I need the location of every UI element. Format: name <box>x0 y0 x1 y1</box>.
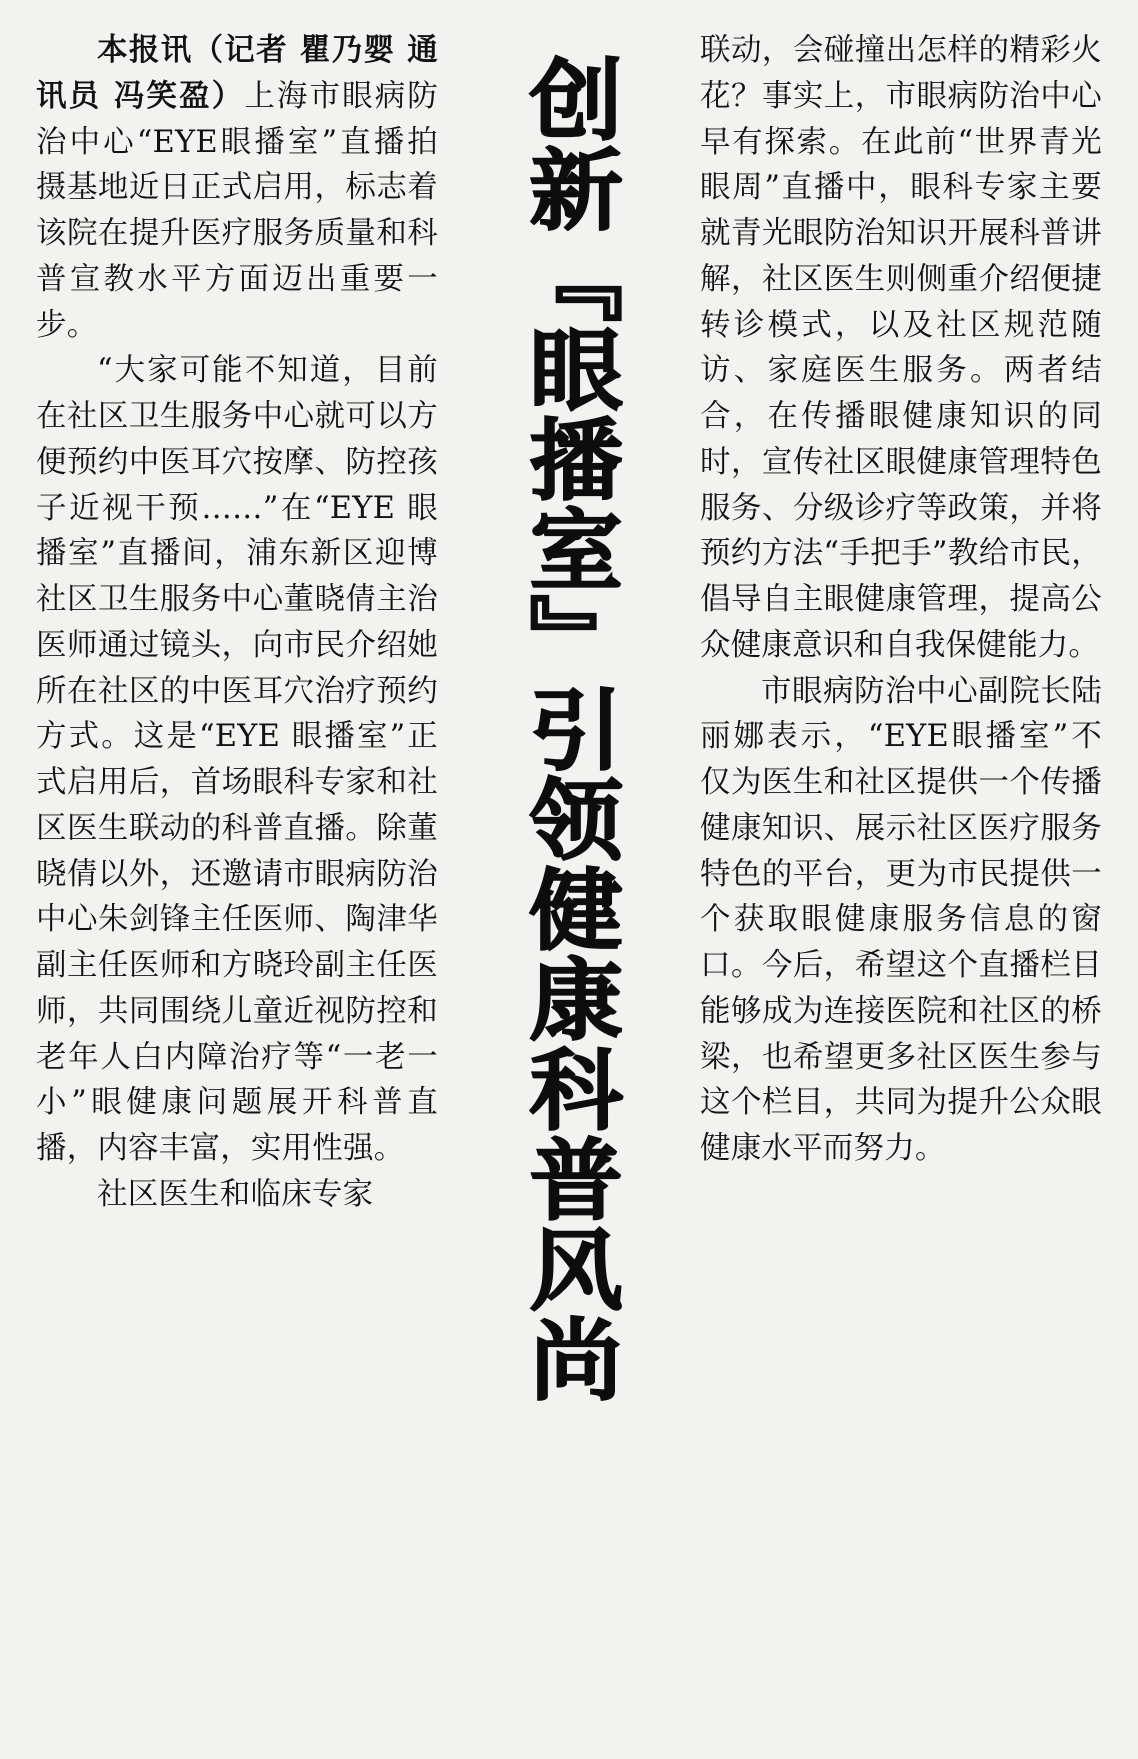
article <box>36 28 1102 1741</box>
paragraph <box>36 28 438 348</box>
headline-text: 创新『眼播室』引领健康科普风尚 <box>514 54 624 1404</box>
paragraph: “大家可能不知道，目前在社区卫生服务中心就可以方便预约中医耳穴按摩、防控孩子近视干预……”在“EYE 眼播室”直播间，浦东新区迎博社区卫生服务中心董晓倩主治医师通过镜头，向市民介绍她所在社区的中医耳穴治疗预约方式。这是“EYE 眼播室”正式启用后，首场眼科专家和社区医生联动的科普直播。除董晓倩以外，还邀请市眼病防治中心朱剑锋主任医师、陶津华副主任医师和方晓玲副主任医师，共同围绕儿童近视防控和老年人白内障治疗等“一老一小”眼健康问题展开科普直播，内容丰富，实用性强。 <box>36 353 438 1166</box>
paragraph: 联动，会碰撞出怎样的精彩火花？事实上，市眼病防治中心早有探索。在此前“世界青光眼周”直播中，眼科专家主要就青光眼防治知识开展科普讲解，社区医生则侧重介绍便捷转诊模式，以及社区规范随访、家庭医生服务。两者结合，在传播眼健康知识的同时，宣传社区眼健康管理特色服务、分级诊疗等政策，并将预约方法“手把手”教给市民，倡导自主眼健康管理，提高公众健康意识和自我保健能力。 <box>700 33 1102 663</box>
paragraph: 社区医生和临床专家 <box>97 1176 374 1212</box>
headline-vertical <box>485 28 653 1741</box>
paragraph-text: 上海市眼病防治中心“EYE眼播室”直播拍摄基地近日正式启用，标志着该院在提升医疗服务质量和科普宣教水平方面迈出重要一步。 <box>36 78 438 343</box>
dateline-lead: 本报讯（记者 瞿乃婴 通讯员 冯笑盈） <box>36 32 438 114</box>
paragraph: 市眼病防治中心副院长陆丽娜表示，“EYE眼播室”不仅为医生和社区提供一个传播健康知识、展示社区医疗服务特色的平台，更为市民提供一个获取眼健康服务信息的窗口。今后，希望这个直播栏目能够成为连接医院和社区的桥梁，也希望更多社区医生参与这个栏目，共同为提升公众眼健康水平而努力。 <box>700 673 1102 1166</box>
column-right <box>700 28 1102 1172</box>
column-left <box>36 28 438 1218</box>
